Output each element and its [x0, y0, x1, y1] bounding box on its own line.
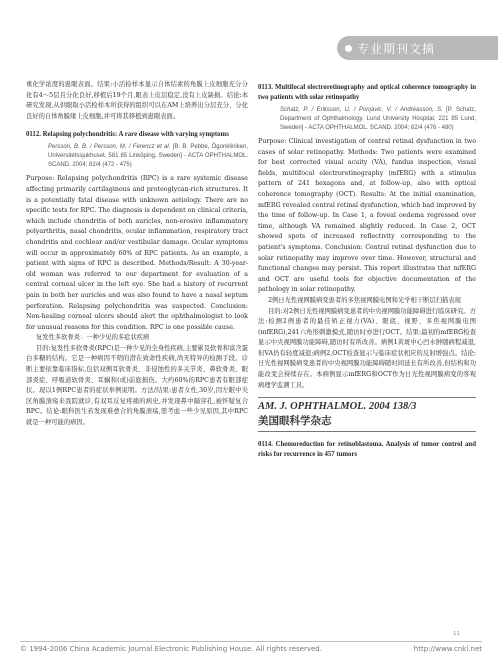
abstract-cn-title: 复发性多软骨炎：一种少见的多症状疾病: [36, 334, 150, 342]
author-names: Persson, B. B. / Persson, M. / Ferencz et al.: [48, 144, 171, 151]
article-number: 0113.: [258, 84, 273, 91]
author-names: Schatz, P. / Eriksson, U. / Ponjavic, V. / Andréasson, S.: [280, 107, 443, 113]
article-title: [258, 83, 476, 103]
author-affiliation: [B. B. Pebbe, Ögonkliniken, Universitetssjukhuset, 581 85 Linköping, Sweden] - ACTA OPHTHALMOL. SCAND. 2004; 82/4 (472 - 475): [48, 144, 248, 169]
article-authors-block: [258, 106, 476, 133]
footer-url: http://www.cnki.net: [413, 645, 482, 653]
intro-paragraph: 重化学浓度的患眼表面。结果:小活检样本显示自体结素的角膜上皮细胞充分分化有4～5层且分化良好,移植后19个月,眼表上皮层稳定,没有上皮缺损。结论:本研究发现,从供眼取小活检样本所获得的组织可以在AM上培养出分层充分、分化良好的自体角膜缘上皮细胞,并可将其移植到患眼表面。: [26, 81, 248, 120]
bullet-dot-icon: [345, 45, 352, 52]
article-number: 0112.: [26, 131, 41, 139]
author-affiliation: [P. Schatz, Department of Ophthalmology, Lund University Hospital, 221 85 Lund, Sweden] - ACTA OPHTHALMOL. SCAND. 2004; 82/4 (476 - 480): [280, 107, 476, 131]
abstract-cn: 目的:对2例日光性视网膜病变患者的中央视网膜功能障碍进行临床研究。方法:检测2例患者的最佳矫正视力(VA)、眼底、视野、多焦视网膜电图(mfERG),241六角形刺激模式,随访时亦进行OCT。结果:最初的mfERG检查显示中央视网膜功能障碍,随访时有所改善。病例1黄斑中心凹水肿随病程减退,但VA仍有轻度减退;病例2,OCT检查显示与临床症状相应的反射增强点。结论:日光性视网膜病变患者的中央视网膜功能障碍随时间延长有所改善,但结构和功能改变会持续存在。本病例显示mfERG和OCT作为日光性视网膜病变的客观病理学监测工具。: [258, 307, 476, 389]
journal-header: [258, 397, 476, 432]
page-number: 11: [453, 631, 460, 637]
article-heading: Relapsing polychondritis: A rare disease with varying symptoms: [42, 131, 229, 139]
abstract-cn-title: 2例日光性视网膜病变患者的多焦视网膜电图和光学相干断层扫描表现: [268, 296, 461, 304]
section-banner: [337, 36, 498, 60]
article-heading: Multifocal electroretinography and optical coherence tomography in two patients with solar retinopathy: [258, 84, 476, 101]
abstract-en: Purpose: Relapsing polychondritis (RPC) is a rare systemic disease affecting primarily cartilaginous and proteoglycan-rich structures. It is a potentially fatal disease with unknown aetiology. There are no specific tests for RPC. The diagnosis is dependent on clinical criteria, which include chondritis of both auricles, non-erosive inflammatory polyarthritis, nasal chondritis, ocular inflammation, respiratory tract chondritis and cochlear and/or vestibular damage. Ocular symptoms will occur in approximately 60% of RPC patients. As an example, a patient with signs of RPC is described. Methods/Result: A 30-year-old woman was referred to our department for evaluation of a central corneal ulcer in the left eye. She had a history of recurrent pain in both her auricles and was also found to have a nasal septum perforation. Relapsing polychondritis was suspected. Conclusion: Non-healing corneal ulcers should alert the ophthalmologist to look for unusual reasons for this condition. RPC is one possible cause.: [26, 175, 248, 331]
abstract-en: Purpose: Clinical investigation of central retinal dysfunction in two cases of solar retinopathy. Methods: Two patients were examined for best corrected visual acuity (VA), fundus inspection, visual fields, multifocal electroretinography (mfERG) with a stimulus pattern of 241 hexagons and, at follow-up, also with optical coherence tomography (OCT). Results: At the initial examination, mfERG revealed central retinal dysfunction, which had improved by the time of follow-up. In Case 1, a foveal oedema regressed over time, although VA remained slightly reduced. In Case 2, OCT showed spots of increased reflectivity corresponding to the patient's symptoms. Conclusion: Central retinal dysfunction due to solar retinopathy may improve over time. However, structural and functional changes may persist. This report illustrates that mfERG and OCT are useful tools for objective documentation of the pathology in solar retinopathy.: [258, 138, 476, 294]
article-title: [26, 130, 248, 140]
banner-title: 专业期刊文摘: [357, 41, 436, 56]
article-title: [258, 440, 476, 460]
copyright-text: © 1994-2006 China Academic Journal Electronic Publishing House. All rights reserved.: [20, 645, 322, 653]
journal-title: AM. J. OPHTHALMOL. 2004 138/3: [258, 401, 417, 413]
page-footer: [20, 645, 482, 653]
article-number: 0114.: [258, 441, 273, 449]
article-heading: Chemoreduction for retinoblastoma. Analysis of tumor control and risks for recurrence in 457 tumors: [258, 441, 476, 459]
left-column: [26, 80, 248, 429]
right-column: [258, 80, 476, 463]
article-authors-block: [26, 143, 248, 170]
abstract-cn: 目的:复发性多软骨炎(RPC)是一种少见的全身性疾病,主要累及软骨和富含蛋白多糖的结构。它是一种病因不明的潜在致命性疾病,尚无特异的检测手段。诊断主要依靠临床指标,包括双侧耳软骨炎、非侵蚀性的多关节炎、鼻软骨炎、眼部炎症、呼吸道软骨炎、耳蜗和(或)前庭损伤。大约60%的RPC患者有眼部症状。现以1例RPC患者的症状举例说明。方法/结果:患者女性,30岁,因左眼中央区角膜溃疡来我院就诊,有双耳反复疼痛的病史,并发现鼻中隔穿孔,被怀疑复合RPC。结论:眼科医生若发现难愈合的角膜溃疡,需考虑一些少见原因,其中RPC就是一种可能的病因。: [26, 344, 248, 427]
footer-divider: [20, 641, 482, 642]
journal-title-cn: 美国眼科学杂志: [258, 415, 332, 428]
